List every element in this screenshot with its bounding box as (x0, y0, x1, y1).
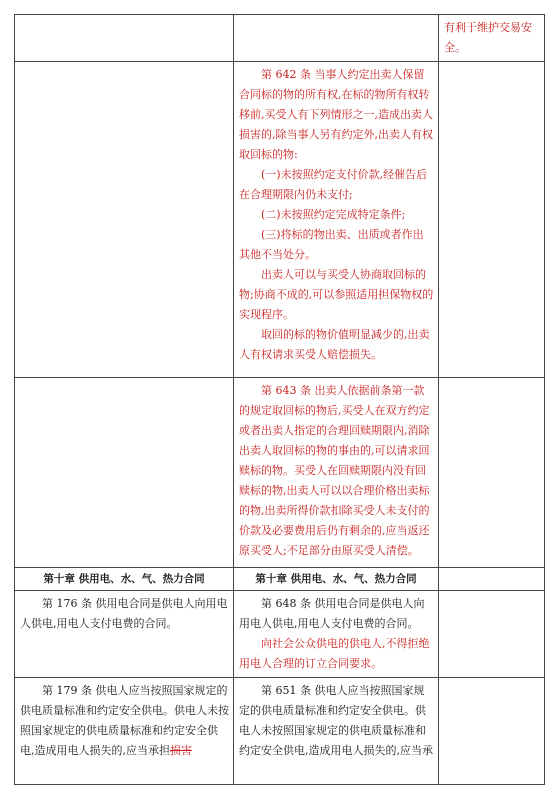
article-648-p2: 向社会公众供电的供电人,不得拒绝用电人合理的订立合同要求。 (239, 637, 430, 670)
cell-note (439, 678, 545, 785)
article-179-text: 第 179 条 供电人应当按照国家规定的供电质量标准和约定安全供电。供电人未按照国家规定的供电质量标准和约定安全供电,造成用电人损失的,应当承担 (20, 684, 229, 757)
cell-new-law (234, 15, 439, 62)
cell-old-law (15, 678, 234, 785)
article-642-p2: (一)未按照约定支付价款,经催告后在合理期限内仍未支付; (239, 168, 428, 201)
chapter-title-new: 第十章 供用电、水、气、热力合同 (234, 568, 439, 591)
table-row (15, 15, 545, 62)
cell-old-law (15, 591, 234, 678)
article-642-p3: (二)未按照约定完成特定条件; (261, 208, 406, 221)
cell-old-law (15, 378, 234, 568)
law-comparison-table (14, 14, 545, 785)
cell-note (439, 591, 545, 678)
table-row (15, 62, 545, 378)
cell-new-law (234, 378, 439, 568)
article-179-p1 (20, 681, 229, 761)
table-row (15, 678, 545, 785)
article-648-p1: 第 648 条 供用电合同是供电人向用电人供电,用电人支付电费的合同。 (239, 597, 425, 630)
article-176-p1: 第 176 条 供用电合同是供电人向用电人供电,用电人支付电费的合同。 (20, 597, 228, 630)
cell-old-law (15, 62, 234, 378)
cell-old-law (15, 15, 234, 62)
cell-note (439, 15, 545, 62)
deleted-text: 损害 (170, 744, 192, 757)
cell-note (439, 378, 545, 568)
cell-note (439, 62, 545, 378)
article-642-p4: (三)将标的物出卖、出质或者作出其他不当处分。 (239, 228, 424, 261)
note-text: 有利于维护交易安全。 (444, 21, 532, 54)
cell-new-law (234, 62, 439, 378)
article-642-p5: 出卖人可以与买受人协商取回标的物;协商不成的,可以参照适用担保物权的实现程序。 (239, 268, 434, 321)
cell-new-law (234, 591, 439, 678)
chapter-heading-row (15, 568, 545, 591)
cell-note (439, 568, 545, 591)
article-651-p1: 第 651 条 供电人应当按照国家规定的供电质量标准和约定安全供电。供电人未按照国家规定的供电质量标准和约定安全供电,造成用电人损失的,应当承 (239, 684, 433, 757)
table-row (15, 378, 545, 568)
article-643-p1: 第 643 条 出卖人依据前条第一款的规定取回标的物后,买受人在双方约定或者出卖人指定的合理回赎期限内,消除出卖人取回标的物的事由的,可以请求回赎标的物。买受人在回赎期限内没有回赎标的物,出卖人可以以合理价格出卖标的物,出卖所得价款扣除买受人未支付的价款及必要费用后仍有剩余的,应当返还原买受人;不足部分由原买受人清偿。 (239, 384, 430, 557)
chapter-title-old: 第十章 供用电、水、气、热力合同 (15, 568, 234, 591)
article-642-p1: 第 642 条 当事人约定出卖人保留合同标的物的所有权,在标的物所有权转移前,买受人有下列情形之一,造成出卖人损害的,除当事人另有约定外,出卖人有权取回标的物: (239, 68, 433, 161)
article-642-p6: 取回的标的物价值明显减少的,出卖人有权请求买受人赔偿损失。 (239, 328, 430, 361)
table-row (15, 591, 545, 678)
cell-new-law (234, 678, 439, 785)
